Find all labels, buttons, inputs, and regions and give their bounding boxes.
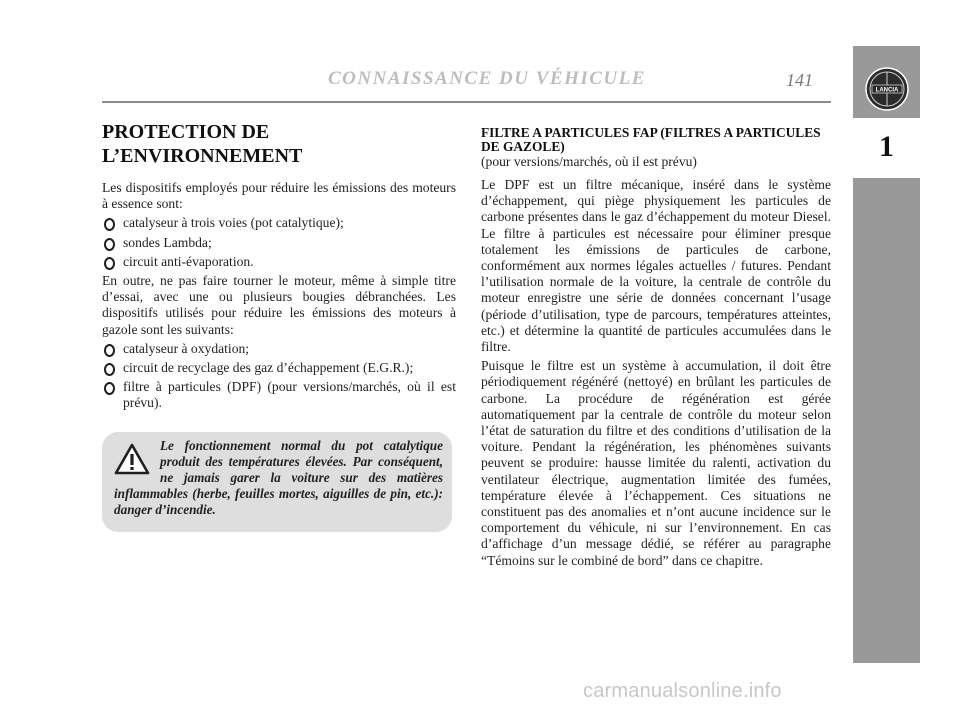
- intro-paragraph: Les dispositifs employés pour réduire les émissions des moteurs à essence sont:: [102, 180, 456, 212]
- list-item: circuit de recyclage des gaz d’échappement (E.G.R.);: [102, 360, 456, 376]
- list-item: circuit anti-évaporation.: [102, 254, 456, 270]
- list-item: catalyseur à trois voies (pot catalytique);: [102, 215, 456, 231]
- right-column: [481, 126, 831, 572]
- page-number: 141: [786, 70, 813, 90]
- bullet-icon: [104, 257, 115, 270]
- bullet-icon: [104, 363, 115, 376]
- logo-text: LANCIA: [875, 87, 899, 94]
- dpf-paragraph-1: Le DPF est un filtre mécanique, inséré dans le système d’échappement, qui piège physiquement les particules de carbone présentes dans le gaz d’échappement du moteur Diesel. Le filtre à particules est nécessaire pour éliminer presque totalement les émissions de particules de carbone, conformément aux normes légales actuelles / futures. Pendant l’utilisation normale de la voiture, la centrale de contrôle du moteur enregistre une série de données concernant l’usage (période d’utilisation, type de parcours, températures atteintes, etc.) et détermine la quantité de particules accumulées dans le filtre.: [481, 177, 831, 355]
- warning-box: [102, 432, 452, 532]
- header-rule: [102, 101, 831, 103]
- left-column: [102, 120, 456, 415]
- bullet-icon: [104, 238, 115, 251]
- lancia-logo-icon: [864, 66, 910, 112]
- section-title-environment: [102, 120, 456, 168]
- section-title-line1: PROTECTION DE: [102, 121, 270, 143]
- dpf-note: (pour versions/marchés, où il est prévu): [481, 154, 697, 169]
- petrol-devices-list: [102, 215, 456, 270]
- bullet-icon: [104, 218, 115, 231]
- dpf-title: FILTRE A PARTICULES FAP (FILTRES A PARTICULES DE GAZOLE): [481, 125, 821, 154]
- running-header-title: CONNAISSANCE DU VÉHICULE: [328, 68, 646, 89]
- list-item: filtre à particules (DPF) (pour versions/marchés, où il est prévu).: [102, 379, 456, 411]
- warning-text: Le fonctionnement normal du pot catalytique produit des températures élevées. Par conséquent, ne jamais garer la voiture sur des matières inflammables (herbe, feuilles mortes, aiguilles de pin, etc.): danger d’incendie.: [114, 438, 443, 517]
- dpf-paragraph-2: Puisque le filtre est un système à accumulation, il doit être périodiquement régénéré (nettoyé) en brûlant les particules de carbone. La procédure de régénération est gérée automatiquement par la centrale de contrôle du moteur selon l’état de saturation du filtre et des conditions d’utilisation de la voiture. Pendant la régénération, les phénomènes suivants peuvent se produire: hausse limitée du ralenti, activation du ventilateur électrique, augmentation limitée des fumées, température élevée à l’échappement. Ces situations ne constituent pas des anomalies et n’ont aucune incidence sur le comportement du véhicule, ni sur l’environnement. En cas d’affichage d’un message dédié, se référer au paragraphe “Témoins sur le combiné de bord” dans ce chapitre.: [481, 358, 831, 568]
- section-title-line2: L’ENVIRONNEMENT: [102, 145, 303, 167]
- middle-paragraph: En outre, ne pas faire tourner le moteur, même à simple titre d’essai, avec une ou plusieurs bougies débranchées. Les dispositifs utilisés pour réduire les émissions des moteurs à gazole sont les suivants:: [102, 273, 456, 337]
- watermark: carmanualsonline.info: [583, 680, 782, 702]
- list-item: sondes Lambda;: [102, 235, 456, 251]
- chapter-number: 1: [879, 130, 894, 163]
- bullet-icon: [104, 382, 115, 395]
- bullet-icon: [104, 344, 115, 357]
- diesel-devices-list: [102, 341, 456, 412]
- list-item: catalyseur à oxydation;: [102, 341, 456, 357]
